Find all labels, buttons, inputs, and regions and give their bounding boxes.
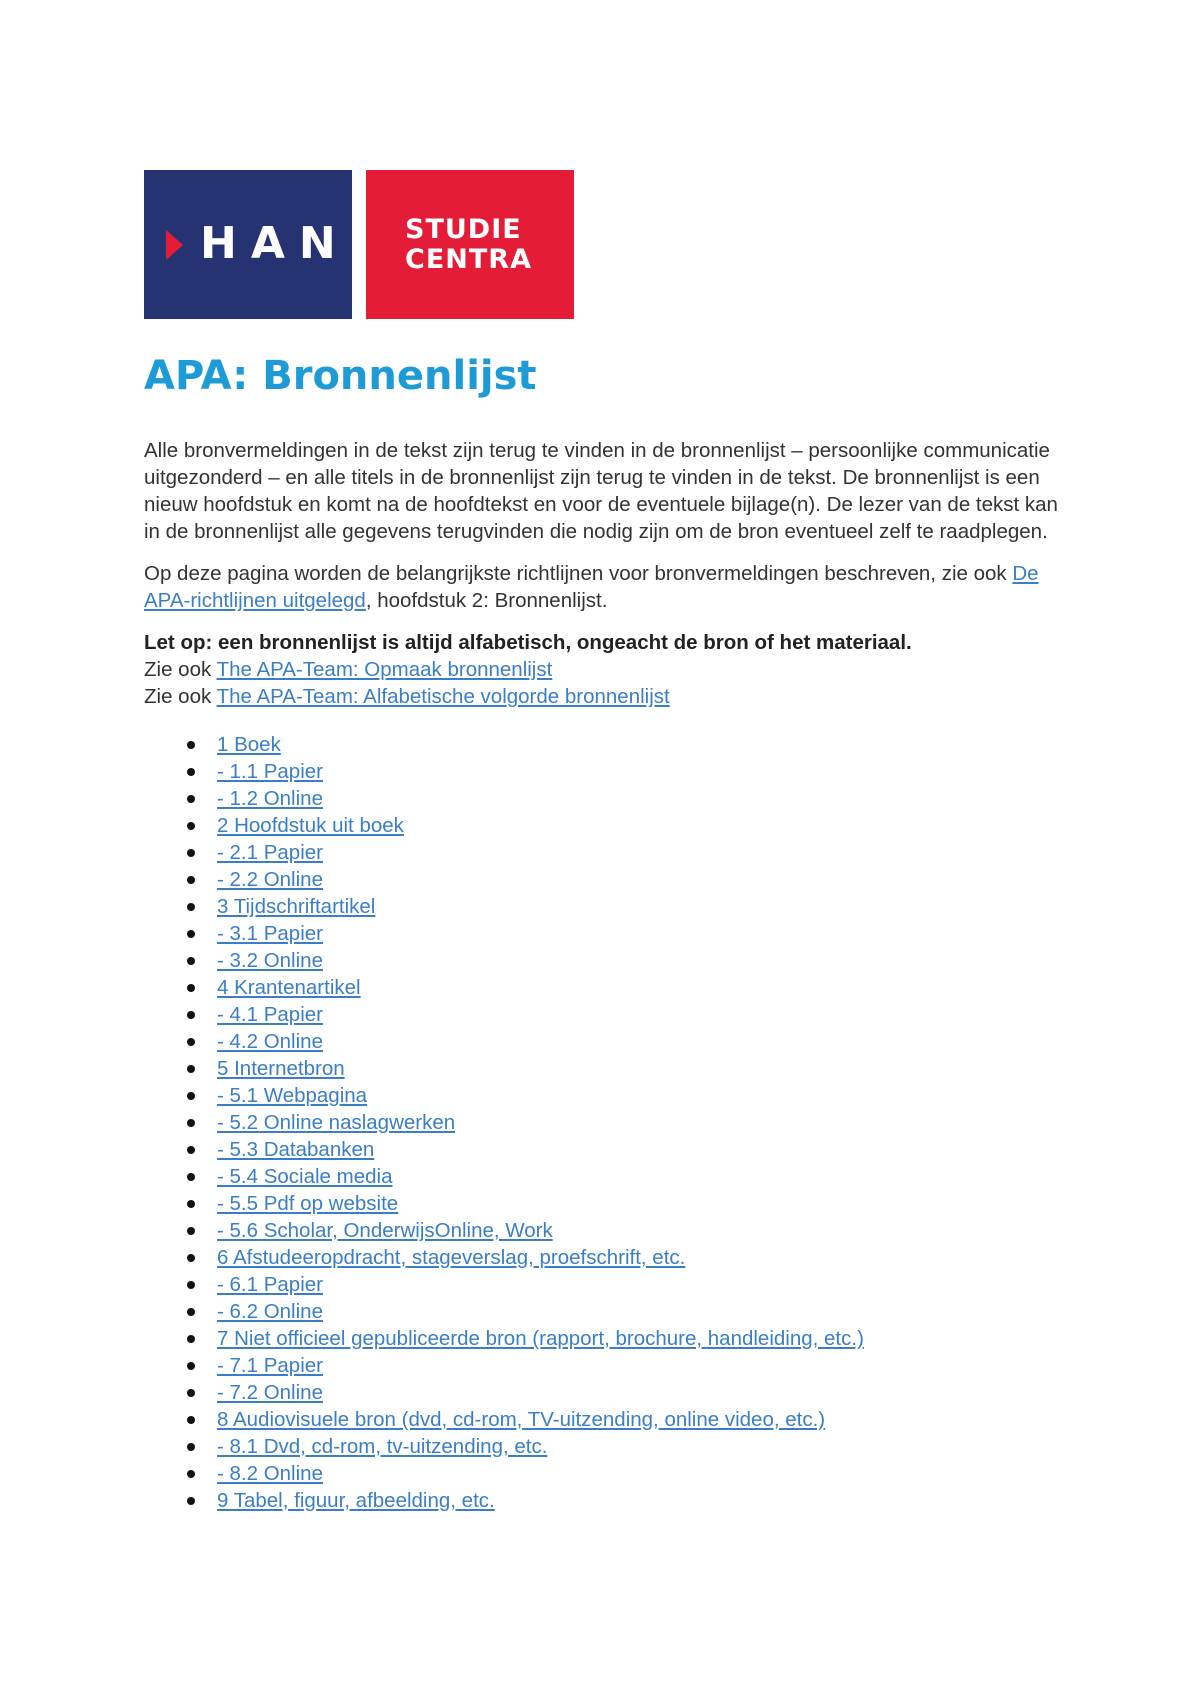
bullet-icon bbox=[187, 984, 195, 992]
bullet-icon bbox=[187, 822, 195, 830]
bullet-icon bbox=[187, 1362, 195, 1370]
toc-item bbox=[144, 1271, 1064, 1298]
toc-link[interactable]: - 1.1 Papier bbox=[217, 760, 323, 783]
toc-item bbox=[144, 1082, 1064, 1109]
toc-item bbox=[144, 785, 1064, 812]
bullet-icon bbox=[187, 903, 195, 911]
bullet-icon bbox=[187, 1200, 195, 1208]
bullet-icon bbox=[187, 1119, 195, 1127]
toc-item bbox=[144, 893, 1064, 920]
bullet-icon bbox=[187, 849, 195, 857]
guidelines-text: Op deze pagina worden de belangrijkste richtlijnen voor bronvermeldingen beschreven, zie ook bbox=[144, 562, 1013, 585]
toc-link[interactable]: - 5.1 Webpagina bbox=[217, 1084, 368, 1107]
toc-link[interactable]: - 7.1 Papier bbox=[217, 1354, 323, 1377]
toc-link[interactable]: 1 Boek bbox=[217, 733, 281, 756]
toc-link[interactable]: - 4.2 Online bbox=[217, 1030, 323, 1053]
toc-item bbox=[144, 1109, 1064, 1136]
toc-link[interactable]: - 7.2 Online bbox=[217, 1381, 323, 1404]
toc-link[interactable]: 6 Afstudeeropdracht, stageverslag, proefschrift, etc. bbox=[217, 1246, 686, 1269]
toc-item bbox=[144, 1001, 1064, 1028]
toc-item bbox=[144, 1190, 1064, 1217]
bullet-icon bbox=[187, 1011, 195, 1019]
apa-richtlijnen-link[interactable]: De APA-richtlijnen uitgelegd bbox=[144, 562, 1039, 612]
toc-link[interactable]: - 5.4 Sociale media bbox=[217, 1165, 393, 1188]
han-arrow-icon bbox=[166, 230, 183, 260]
toc-link[interactable]: - 4.1 Papier bbox=[217, 1003, 323, 1026]
guidelines-paragraph bbox=[144, 560, 1064, 614]
toc-item bbox=[144, 1163, 1064, 1190]
table-of-contents bbox=[144, 731, 1064, 1514]
bullet-icon bbox=[187, 1038, 195, 1046]
opmaak-bronnenlijst-link[interactable]: The APA-Team: Opmaak bronnenlijst bbox=[216, 658, 553, 681]
bullet-icon bbox=[187, 741, 195, 749]
bullet-icon bbox=[187, 1065, 195, 1073]
toc-item bbox=[144, 1487, 1064, 1514]
bullet-icon bbox=[187, 795, 195, 803]
toc-item bbox=[144, 866, 1064, 893]
bullet-icon bbox=[187, 1416, 195, 1424]
toc-link[interactable]: - 5.5 Pdf op website bbox=[217, 1192, 399, 1215]
toc-item bbox=[144, 974, 1064, 1001]
toc-link[interactable]: - 3.1 Papier bbox=[217, 922, 323, 945]
bullet-icon bbox=[187, 1497, 195, 1505]
toc-item bbox=[144, 947, 1064, 974]
alphabetical-note: Let op: een bronnenlijst is altijd alfabetisch, ongeacht de bron of het materiaal. bbox=[144, 631, 912, 654]
toc-item bbox=[144, 1028, 1064, 1055]
see-also-prefix: Zie ook bbox=[144, 685, 217, 708]
han-logo-text: HAN bbox=[200, 218, 350, 269]
toc-item bbox=[144, 1406, 1064, 1433]
bullet-icon bbox=[187, 768, 195, 776]
toc-link[interactable]: 2 Hoofdstuk uit boek bbox=[217, 814, 404, 837]
guidelines-text-end: , hoofdstuk 2: Bronnenlijst. bbox=[365, 589, 608, 612]
toc-item bbox=[144, 1136, 1064, 1163]
toc-link[interactable]: 7 Niet officieel gepubliceerde bron (rapport, brochure, handleiding, etc.) bbox=[217, 1327, 864, 1350]
han-logo-block bbox=[144, 170, 352, 319]
bullet-icon bbox=[187, 1308, 195, 1316]
toc-link[interactable]: - 2.2 Online bbox=[217, 868, 323, 891]
toc-item bbox=[144, 1298, 1064, 1325]
bullet-icon bbox=[187, 957, 195, 965]
toc-item bbox=[144, 1055, 1064, 1082]
toc-item bbox=[144, 758, 1064, 785]
toc-item bbox=[144, 1352, 1064, 1379]
bullet-icon bbox=[187, 1281, 195, 1289]
toc-link[interactable]: - 5.3 Databanken bbox=[217, 1138, 375, 1161]
toc-link[interactable]: - 8.1 Dvd, cd-rom, tv-uitzending, etc. bbox=[217, 1435, 548, 1458]
toc-item bbox=[144, 1433, 1064, 1460]
note-block bbox=[144, 629, 1064, 710]
alfabetische-volgorde-link[interactable]: The APA-Team: Alfabetische volgorde bronnenlijst bbox=[216, 685, 670, 708]
logo-line-centra: CENTRA bbox=[405, 244, 532, 275]
bullet-icon bbox=[187, 1335, 195, 1343]
bullet-icon bbox=[187, 930, 195, 938]
toc-link[interactable]: - 6.2 Online bbox=[217, 1300, 323, 1323]
toc-link[interactable]: - 5.6 Scholar, OnderwijsOnline, Work bbox=[217, 1219, 553, 1242]
toc-item bbox=[144, 1325, 1064, 1352]
studiecentra-logo-block bbox=[366, 170, 574, 319]
toc-link[interactable]: 8 Audiovisuele bron (dvd, cd-rom, TV-uitzending, online video, etc.) bbox=[217, 1408, 826, 1431]
see-also-prefix: Zie ook bbox=[144, 658, 217, 681]
bullet-icon bbox=[187, 1146, 195, 1154]
toc-item bbox=[144, 1379, 1064, 1406]
toc-link[interactable]: - 6.1 Papier bbox=[217, 1273, 323, 1296]
toc-item bbox=[144, 731, 1064, 758]
page-title: APA: Bronnenlijst bbox=[144, 353, 537, 399]
intro-paragraph: Alle bronvermeldingen in de tekst zijn terug te vinden in de bronnenlijst – persoonlijke communicatie uitgezonderd – en alle titels in de bronnenlijst zijn terug te vinden in de tekst. De bronnenlijst is een nieuw hoofdstuk en komt na de hoofdtekst en voor de eventuele bijlage(n). De lezer van de tekst kan in de bronnenlijst alle gegevens terugvinden die nodig zijn om de bron eventueel zelf te raadplegen. bbox=[144, 439, 1058, 543]
toc-link[interactable]: - 1.2 Online bbox=[217, 787, 323, 810]
toc-link[interactable]: - 2.1 Papier bbox=[217, 841, 323, 864]
bullet-icon bbox=[187, 876, 195, 884]
han-studiecentra-logo bbox=[144, 170, 1064, 319]
toc-link[interactable]: 3 Tijdschriftartikel bbox=[217, 895, 376, 918]
toc-link[interactable]: - 8.2 Online bbox=[217, 1462, 323, 1485]
toc-link[interactable]: 5 Internetbron bbox=[217, 1057, 345, 1080]
toc-link[interactable]: 9 Tabel, figuur, afbeelding, etc. bbox=[217, 1489, 495, 1512]
toc-link[interactable]: - 3.2 Online bbox=[217, 949, 323, 972]
toc-item bbox=[144, 1217, 1064, 1244]
bullet-icon bbox=[187, 1389, 195, 1397]
toc-item bbox=[144, 1244, 1064, 1271]
toc-link[interactable]: - 5.2 Online naslagwerken bbox=[217, 1111, 456, 1134]
bullet-icon bbox=[187, 1092, 195, 1100]
bullet-icon bbox=[187, 1443, 195, 1451]
toc-item bbox=[144, 812, 1064, 839]
bullet-icon bbox=[187, 1173, 195, 1181]
document-page bbox=[144, 170, 1064, 1514]
toc-item bbox=[144, 839, 1064, 866]
bullet-icon bbox=[187, 1227, 195, 1235]
toc-item bbox=[144, 920, 1064, 947]
toc-link[interactable]: 4 Krantenartikel bbox=[217, 976, 361, 999]
bullet-icon bbox=[187, 1254, 195, 1262]
bullet-icon bbox=[187, 1470, 195, 1478]
toc-item bbox=[144, 1460, 1064, 1487]
logo-line-studie: STUDIE bbox=[405, 214, 522, 245]
